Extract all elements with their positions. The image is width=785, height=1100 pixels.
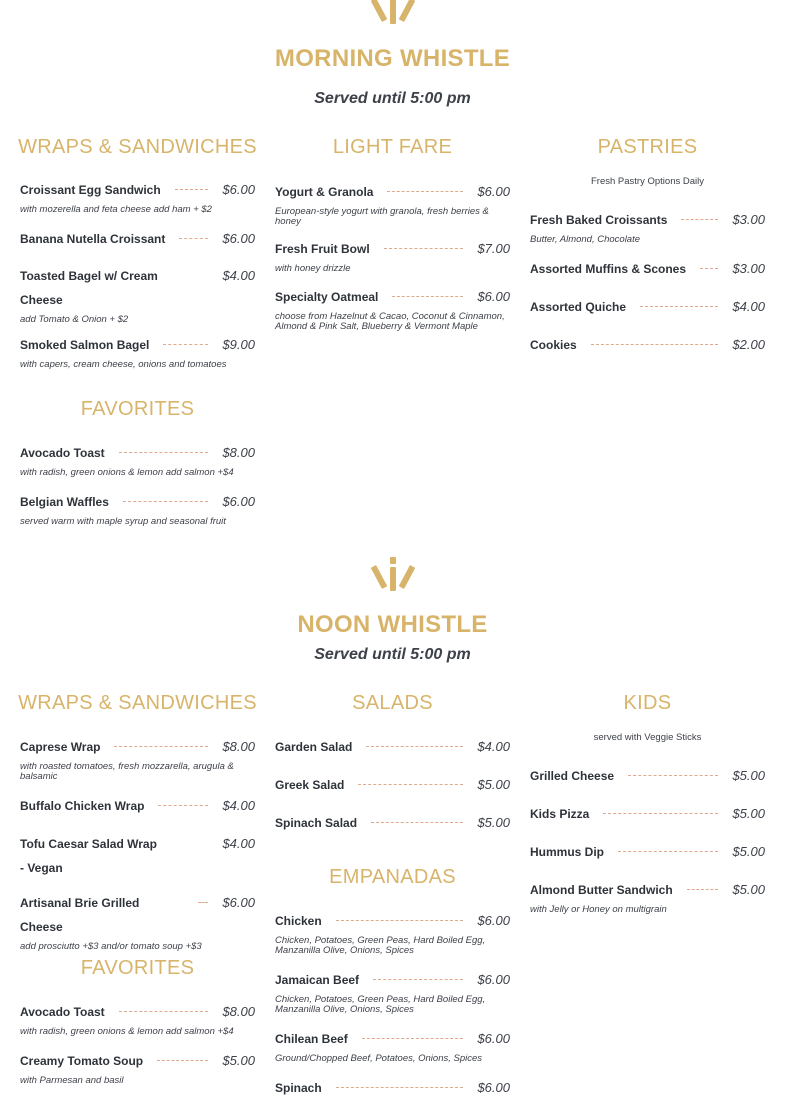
item-name: Caprese Wrap bbox=[20, 740, 101, 754]
item-name: Fresh Baked Croissants bbox=[530, 213, 668, 227]
dotted-leader bbox=[371, 822, 463, 823]
item-name: Tofu Caesar Salad Wrap - Vegan bbox=[20, 837, 157, 875]
dotted-leader bbox=[618, 851, 718, 852]
item-name: Chilean Beef bbox=[275, 1032, 348, 1046]
item-name: Almond Butter Sandwich bbox=[530, 883, 673, 897]
category-title: PASTRIES bbox=[597, 136, 698, 158]
category-title: FAVORITES bbox=[80, 398, 195, 420]
menu-item bbox=[20, 832, 255, 880]
item-price: $8.00 bbox=[222, 1004, 255, 1019]
dotted-leader bbox=[158, 805, 208, 806]
dotted-leader bbox=[362, 1038, 464, 1039]
item-price: $4.00 bbox=[222, 798, 255, 813]
item-price: $5.00 bbox=[732, 806, 765, 821]
dotted-leader bbox=[336, 920, 464, 921]
item-name: Spinach bbox=[275, 1081, 322, 1095]
item-name: Hummus Dip bbox=[530, 845, 605, 859]
item-name: Jamaican Beef bbox=[275, 973, 360, 987]
item-description: add prosciutto +$3 and/or tomato soup +$3 bbox=[20, 941, 202, 952]
item-name: Spinach Salad bbox=[275, 816, 358, 830]
dotted-leader bbox=[157, 1060, 208, 1061]
dotted-leader bbox=[366, 746, 463, 747]
dotted-leader bbox=[700, 268, 718, 269]
item-price: $5.00 bbox=[222, 1053, 255, 1068]
item-name: Creamy Tomato Soup bbox=[20, 1054, 144, 1068]
item-price: $2.00 bbox=[732, 337, 765, 352]
category-note: served with Veggie Sticks bbox=[593, 732, 702, 743]
menu-item bbox=[275, 237, 510, 274]
dotted-leader bbox=[387, 191, 463, 192]
served-until-noon: Served until 5:00 pm bbox=[314, 646, 471, 663]
item-price: $5.00 bbox=[477, 777, 510, 792]
menu-item bbox=[275, 1076, 510, 1100]
menu-item bbox=[275, 180, 510, 227]
item-name: Buffalo Chicken Wrap bbox=[20, 799, 145, 813]
item-name: Smoked Salmon Bagel bbox=[20, 338, 150, 352]
item-name: Garden Salad bbox=[275, 740, 353, 754]
menu-item bbox=[530, 295, 765, 319]
item-name: Avocado Toast bbox=[20, 446, 105, 460]
menu-item bbox=[530, 333, 765, 357]
item-name: Banana Nutella Croissant bbox=[20, 232, 166, 246]
menu-item bbox=[275, 773, 510, 797]
dotted-leader bbox=[119, 1011, 209, 1012]
item-description: with capers, cream cheese, onions and tomatoes bbox=[20, 359, 227, 370]
menu-item bbox=[20, 891, 255, 952]
menu-item bbox=[275, 811, 510, 835]
item-price: $6.00 bbox=[222, 895, 255, 910]
section-title-noon: NOON WHISTLE bbox=[297, 611, 488, 638]
dotted-leader bbox=[373, 979, 463, 980]
dotted-leader bbox=[384, 248, 464, 249]
item-price: $3.00 bbox=[732, 212, 765, 227]
item-name: Belgian Waffles bbox=[20, 495, 109, 509]
menu-item bbox=[530, 840, 765, 864]
item-description: with radish, green onions & lemon add salmon +$4 bbox=[20, 467, 234, 478]
menu-item bbox=[530, 764, 765, 788]
dotted-leader bbox=[123, 501, 209, 502]
item-price: $4.00 bbox=[222, 268, 255, 283]
category-note: Fresh Pastry Options Daily bbox=[591, 176, 704, 187]
item-name: Cookies bbox=[530, 338, 577, 352]
category-title: WRAPS & SANDWICHES bbox=[18, 692, 257, 714]
item-name: Croissant Egg Sandwich bbox=[20, 183, 161, 197]
menu-item bbox=[275, 285, 510, 332]
item-name: Artisanal Brie Grilled Cheese bbox=[20, 896, 140, 934]
category-title: WRAPS & SANDWICHES bbox=[18, 136, 257, 158]
item-price: $6.00 bbox=[477, 184, 510, 199]
item-name: Avocado Toast bbox=[20, 1005, 105, 1019]
item-name: Kids Pizza bbox=[530, 807, 590, 821]
menu-item bbox=[275, 1027, 510, 1064]
item-description: choose from Hazelnut & Cacao, Coconut & Cinnamon, Almond & Pink Salt, Blueberry & Vermont Maple bbox=[275, 311, 505, 332]
dotted-leader bbox=[603, 813, 718, 814]
item-name: Greek Salad bbox=[275, 778, 345, 792]
item-name: Grilled Cheese bbox=[530, 769, 615, 783]
dotted-leader bbox=[336, 1087, 464, 1088]
sunburst-logo bbox=[0, 0, 785, 26]
item-price: $9.00 bbox=[222, 337, 255, 352]
menu-item bbox=[275, 909, 510, 956]
menu-item bbox=[20, 227, 255, 251]
menu-item bbox=[530, 257, 765, 281]
item-name: Specialty Oatmeal bbox=[275, 290, 379, 304]
dotted-leader bbox=[392, 296, 463, 297]
section-title-morning: MORNING WHISTLE bbox=[274, 45, 511, 72]
item-name: Assorted Quiche bbox=[530, 300, 627, 314]
item-description: with honey drizzle bbox=[275, 263, 351, 274]
menu-item bbox=[20, 333, 255, 370]
served-until-morning: Served until 5:00 pm bbox=[314, 90, 471, 107]
item-description: Chicken, Potatoes, Green Peas, Hard Boiled Egg, Manzanilla Olive, Onions, Spices bbox=[275, 994, 486, 1015]
item-price: $7.00 bbox=[477, 241, 510, 256]
dotted-leader bbox=[628, 775, 718, 776]
dotted-leader bbox=[114, 746, 208, 747]
item-price: $5.00 bbox=[732, 844, 765, 859]
item-description: Chicken, Potatoes, Green Peas, Hard Boiled Egg, Manzanilla Olive, Onions, Spices bbox=[275, 935, 486, 956]
dotted-leader bbox=[175, 189, 209, 190]
category-title: KIDS bbox=[623, 692, 672, 714]
item-price: $6.00 bbox=[222, 494, 255, 509]
item-price: $8.00 bbox=[222, 739, 255, 754]
menu-item bbox=[20, 1000, 255, 1037]
item-description: served warm with maple syrup and seasonal fruit bbox=[20, 516, 226, 527]
item-price: $6.00 bbox=[477, 1031, 510, 1046]
item-name: Yogurt & Granola bbox=[275, 185, 374, 199]
dotted-leader bbox=[119, 452, 209, 453]
menu-item bbox=[20, 1049, 255, 1086]
menu-item bbox=[20, 794, 255, 818]
item-description: Butter, Almond, Chocolate bbox=[530, 234, 641, 245]
menu-item bbox=[20, 178, 255, 215]
item-name: Assorted Muffins & Scones bbox=[530, 262, 687, 276]
item-description: with roasted tomatoes, fresh mozzarella, arugula & balsamic bbox=[20, 761, 234, 782]
item-price: $4.00 bbox=[222, 836, 255, 851]
item-name: Fresh Fruit Bowl bbox=[275, 242, 370, 256]
dotted-leader bbox=[640, 306, 718, 307]
item-name: Chicken bbox=[275, 914, 322, 928]
item-price: $5.00 bbox=[477, 815, 510, 830]
item-price: $6.00 bbox=[477, 972, 510, 987]
item-price: $4.00 bbox=[477, 739, 510, 754]
item-price: $3.00 bbox=[732, 261, 765, 276]
item-description: add Tomato & Onion + $2 bbox=[20, 314, 129, 325]
dotted-leader bbox=[163, 344, 208, 345]
menu-item bbox=[20, 264, 255, 325]
dotted-leader bbox=[358, 784, 463, 785]
item-price: $6.00 bbox=[477, 913, 510, 928]
item-price: $6.00 bbox=[222, 182, 255, 197]
category-title: LIGHT FARE bbox=[332, 136, 453, 158]
category-title: EMPANADAS bbox=[329, 866, 456, 888]
menu-item bbox=[530, 878, 765, 915]
menu-item bbox=[275, 968, 510, 1015]
item-description: with Parmesan and basil bbox=[20, 1075, 124, 1086]
item-description: Ground/Chopped Beef, Potatoes, Onions, Spices bbox=[275, 1053, 483, 1064]
menu-item bbox=[530, 802, 765, 826]
item-description: European-style yogurt with granola, fresh berries & honey bbox=[275, 206, 489, 227]
item-price: $8.00 bbox=[222, 445, 255, 460]
dotted-leader bbox=[681, 219, 718, 220]
item-price: $5.00 bbox=[732, 882, 765, 897]
dotted-leader bbox=[591, 344, 719, 345]
menu-item bbox=[20, 735, 255, 782]
dotted-leader bbox=[179, 238, 208, 239]
item-description: with Jelly or Honey on multigrain bbox=[530, 904, 667, 915]
category-title: SALADS bbox=[352, 692, 433, 714]
dotted-leader bbox=[198, 902, 208, 903]
item-price: $6.00 bbox=[477, 1080, 510, 1095]
item-description: with radish, green onions & lemon add salmon +$4 bbox=[20, 1026, 234, 1037]
menu-item bbox=[530, 208, 765, 245]
sunburst-logo bbox=[0, 553, 785, 593]
item-price: $6.00 bbox=[222, 231, 255, 246]
menu-item bbox=[20, 441, 255, 478]
item-description: with mozerella and feta cheese add ham + $2 bbox=[20, 204, 212, 215]
dotted-leader bbox=[687, 889, 719, 890]
item-price: $5.00 bbox=[732, 768, 765, 783]
menu-item bbox=[275, 735, 510, 759]
item-price: $4.00 bbox=[732, 299, 765, 314]
menu-item bbox=[20, 490, 255, 527]
category-title: FAVORITES bbox=[80, 957, 195, 979]
item-price: $6.00 bbox=[477, 289, 510, 304]
item-name: Toasted Bagel w/ Cream Cheese bbox=[20, 269, 158, 307]
